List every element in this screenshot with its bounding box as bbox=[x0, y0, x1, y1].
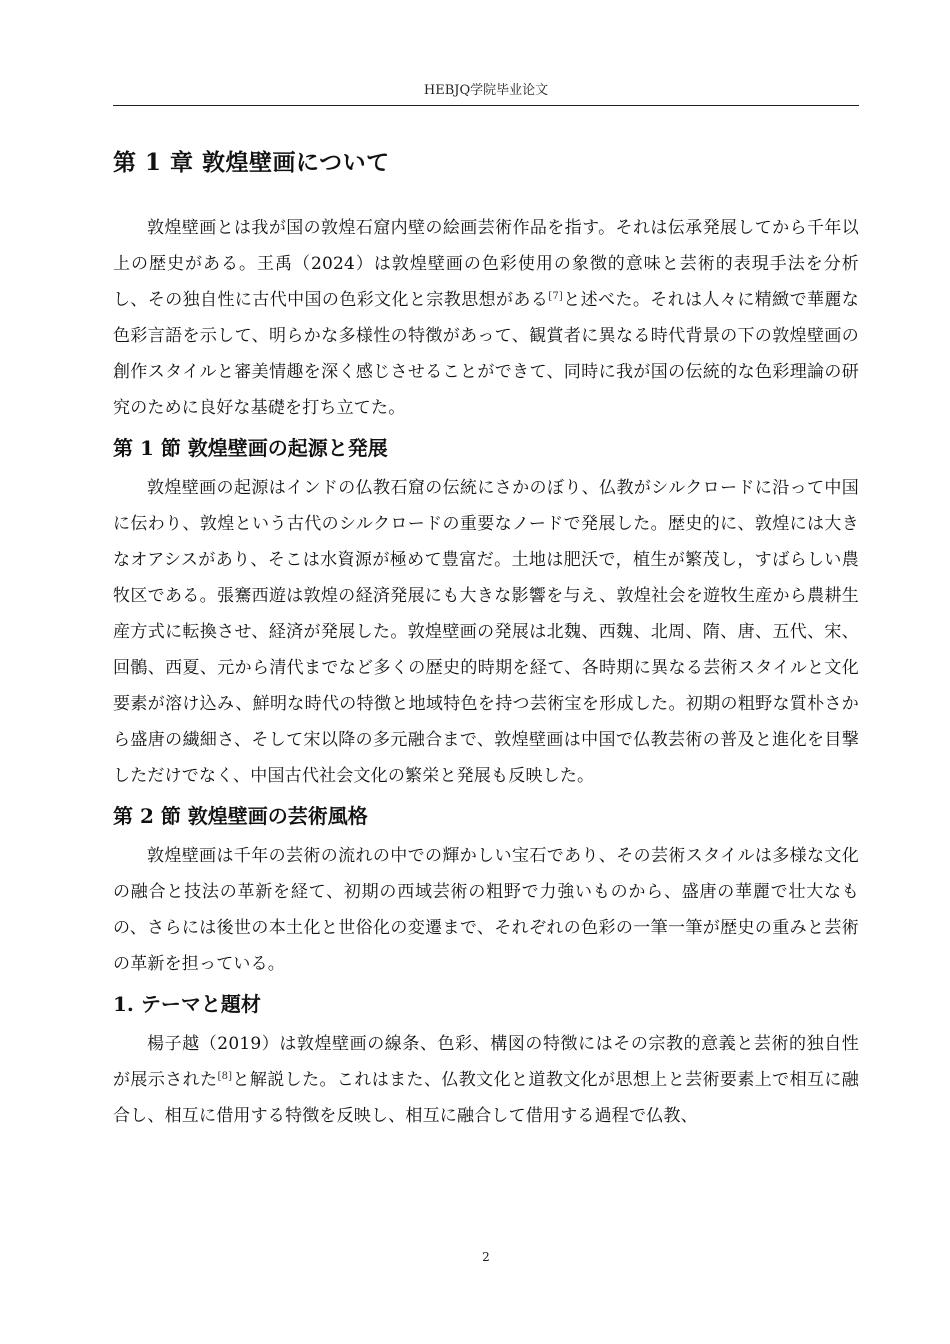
chapter-title: 第 1 章 敦煌壁画について bbox=[113, 149, 390, 176]
subsection-1-title: 1. テーマと題材 bbox=[113, 992, 261, 1016]
section-2-paragraph: 敦煌壁画は千年の芸術の流れの中での輝かしい宝石であり、その芸術スタイルは多様な文化の融合と技法の革新を経て、初期の西域芸術の粗野で力強いものから、盛唐の華麗で壮大なもの、さらには後世の本土化と世俗化の変遷まで、それぞれの色彩の一筆一筆が歴史の重みと芸術の革新を担っている。 bbox=[113, 846, 859, 974]
page-body bbox=[113, 138, 859, 1134]
running-header: HEBJQ学院毕业论文 bbox=[423, 83, 549, 98]
intro-text-a: 敦煌壁画とは我が国の敦煌石窟内壁の絵画芸術作品を指す。それは伝承発展してから千年以上の歴史がある。王禹（2024）は敦煌壁画の色彩使用の象徴的意味と芸術的表現手法を分析し、その独自性に古代中国の色彩文化と宗教思想がある bbox=[113, 218, 859, 310]
subsection-1-text-a: 楊子越（2019）は敦煌壁画の線条、色彩、構図の特徴にはその宗教的意義と芸術的独自性が展示された bbox=[113, 1034, 859, 1090]
section-1-paragraph: 敦煌壁画の起源はインドの仏教石窟の伝統にさかのぼり、仏教がシルクロードに沿って中国に伝わり、敦煌という古代のシルクロードの重要なノードで発展した。歴史的に、敦煌には大きなオアシスがあり、そこは水資源が極めて豊富だ。土地は肥沃で，植生が繁茂し，すばらしい農牧区である。張騫西遊は敦煌の経済発展にも大きな影響を与え、敦煌社会を遊牧生産から農耕生産方式に転換させ、経済が発展した。敦煌壁画の発展は北魏、西魏、北周、隋、唐、五代、宋、回鶻、西夏、元から清代までなど多くの歴史的時期を経て、各時期に異なる芸術スタイルと文化要素が溶け込み、鮮明な時代の特徴と地域特色を持つ芸術宝を形成した。初期の粗野な質朴さから盛唐の繊細さ、そして宋以降の多元融合まで、敦煌壁画は中国で仏教芸術の普及と進化を目撃しただけでなく、中国古代社会文化の繁栄と発展も反映した。 bbox=[113, 478, 859, 786]
subsection-1-paragraph bbox=[113, 1026, 859, 1134]
intro-paragraph bbox=[113, 210, 859, 426]
intro-text-b: と述べた。それは人々に精緻で華麗な色彩言語を示して、明らかな多様性の特徴があって、観賞者に異なる時代背景の下の敦煌壁画の創作スタイルと審美情趣を深く感じさせることができて、同時に我が国の伝統的な色彩理論の研究のために良好な基礎を打ち立てた。 bbox=[113, 290, 860, 418]
section-1-title: 第 1 節 敦煌壁画の起源と発展 bbox=[113, 436, 388, 460]
header-divider bbox=[113, 105, 859, 106]
page-number: 2 bbox=[482, 1250, 490, 1264]
citation-7[interactable]: [7] bbox=[548, 291, 564, 302]
subsection-1-text-b: と解説した。これはまた、仏教文化と道教文化が思想上と芸術要素上で相互に融合し、相互に借用する特徴を反映し、相互に融合して借用する過程で仏教、 bbox=[113, 1070, 859, 1126]
section-2-title: 第 2 節 敦煌壁画の芸術風格 bbox=[113, 804, 368, 828]
citation-8[interactable]: [8] bbox=[217, 1071, 233, 1082]
